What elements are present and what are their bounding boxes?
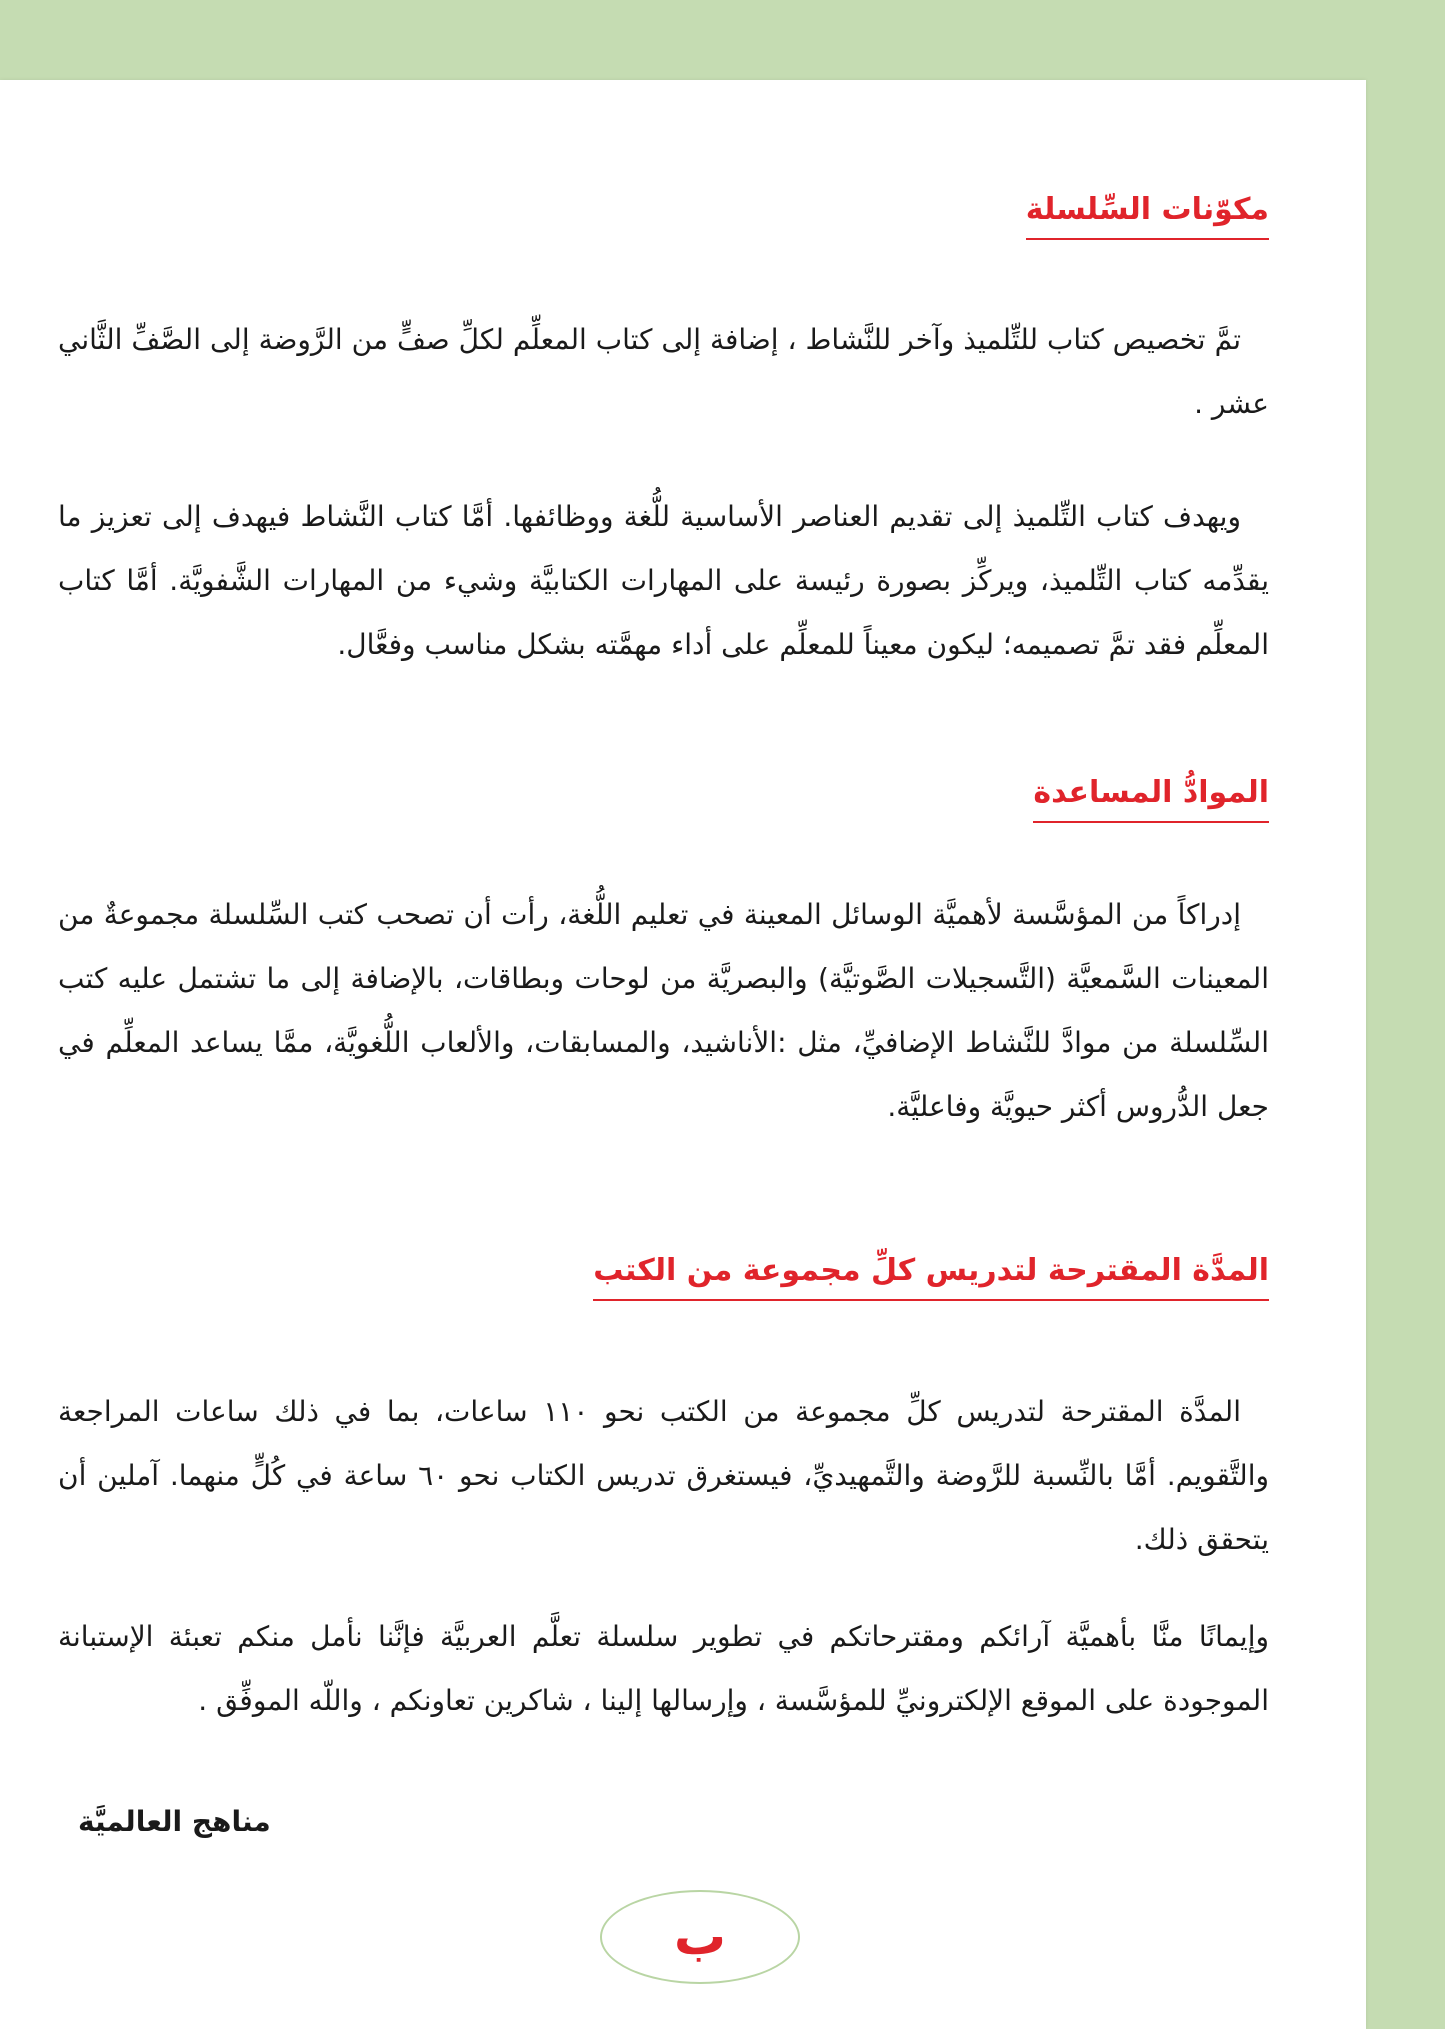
document-page — [0, 80, 1366, 2029]
page-number-letter: ب — [673, 1907, 727, 1967]
publisher-signature: مناهج العالميَّة — [78, 1805, 271, 1838]
duration-paragraph-1: المدَّة المقترحة لتدريس كلِّ مجموعة من الكتب نحو ١١٠ ساعات، بما في ذلك ساعات المراجعة والتَّقويم. أمَّا بالنِّسبة للرَّوضة والتَّمهيديِّ، فيستغرق تدريس الكتاب نحو ٦٠ ساعة في كُلٍّ منهما. آملين أن يتحقق ذلك. — [58, 1395, 1269, 1556]
section-heading-components: مكوّنات السِّلسلة — [1026, 192, 1269, 240]
section-heading-duration: المدَّة المقترحة لتدريس كلِّ مجموعة من الكتب — [593, 1253, 1269, 1301]
duration-paragraph-2: وإيمانًا منَّا بأهميَّة آرائكم ومقترحاتكم في تطوير سلسلة تعلَّم العربيَّة فإنَّنا نأمل منكم تعبئة الإستبانة الموجودة على الموقع الإلكترونيِّ للمؤسَّسة ، وإرسالها إلينا ، شاكرين تعاونكم ، واللّه الموفِّق . — [58, 1620, 1269, 1717]
page-number-badge — [600, 1890, 800, 1984]
components-paragraph-2: ويهدف كتاب التِّلميذ إلى تقديم العناصر الأساسية للُّغة ووظائفها. أمَّا كتاب النَّشاط فيهدف إلى تعزيز ما يقدِّمه كتاب التِّلميذ، ويركِّز بصورة رئيسة على المهارات الكتابيَّة وشيء من المهارات الشَّفويَّة. أمَّا كتاب المعلِّم فقد تمَّ تصميمه؛ ليكون معيناً للمعلِّم على أداء مهمَّته بشكل مناسب وفعَّال. — [58, 500, 1269, 661]
components-paragraph-1: تمَّ تخصيص كتاب للتِّلميذ وآخر للنَّشاط ، إضافة إلى كتاب المعلِّم لكلِّ صفٍّ من الرَّوضة إلى الصَّفِّ الثَّاني عشر . — [58, 323, 1269, 420]
section-heading-materials: الموادُّ المساعدة — [1033, 775, 1269, 823]
materials-paragraph: إدراكاً من المؤسَّسة لأهميَّة الوسائل المعينة في تعليم اللُّغة، رأت أن تصحب كتب السِّلسلة مجموعةٌ من المعينات السَّمعيَّة (التَّسجيلات الصَّوتيَّة) والبصريَّة من لوحات وبطاقات، بالإضافة إلى ما تشتمل عليه كتب السِّلسلة من موادَّ للنَّشاط الإضافيِّ، مثل :الأناشيد، والمسابقات، والألعاب اللُّغويَّة، ممَّا يساعد المعلِّم في جعل الدُّروس أكثر حيويَّة وفاعليَّة. — [58, 898, 1269, 1123]
